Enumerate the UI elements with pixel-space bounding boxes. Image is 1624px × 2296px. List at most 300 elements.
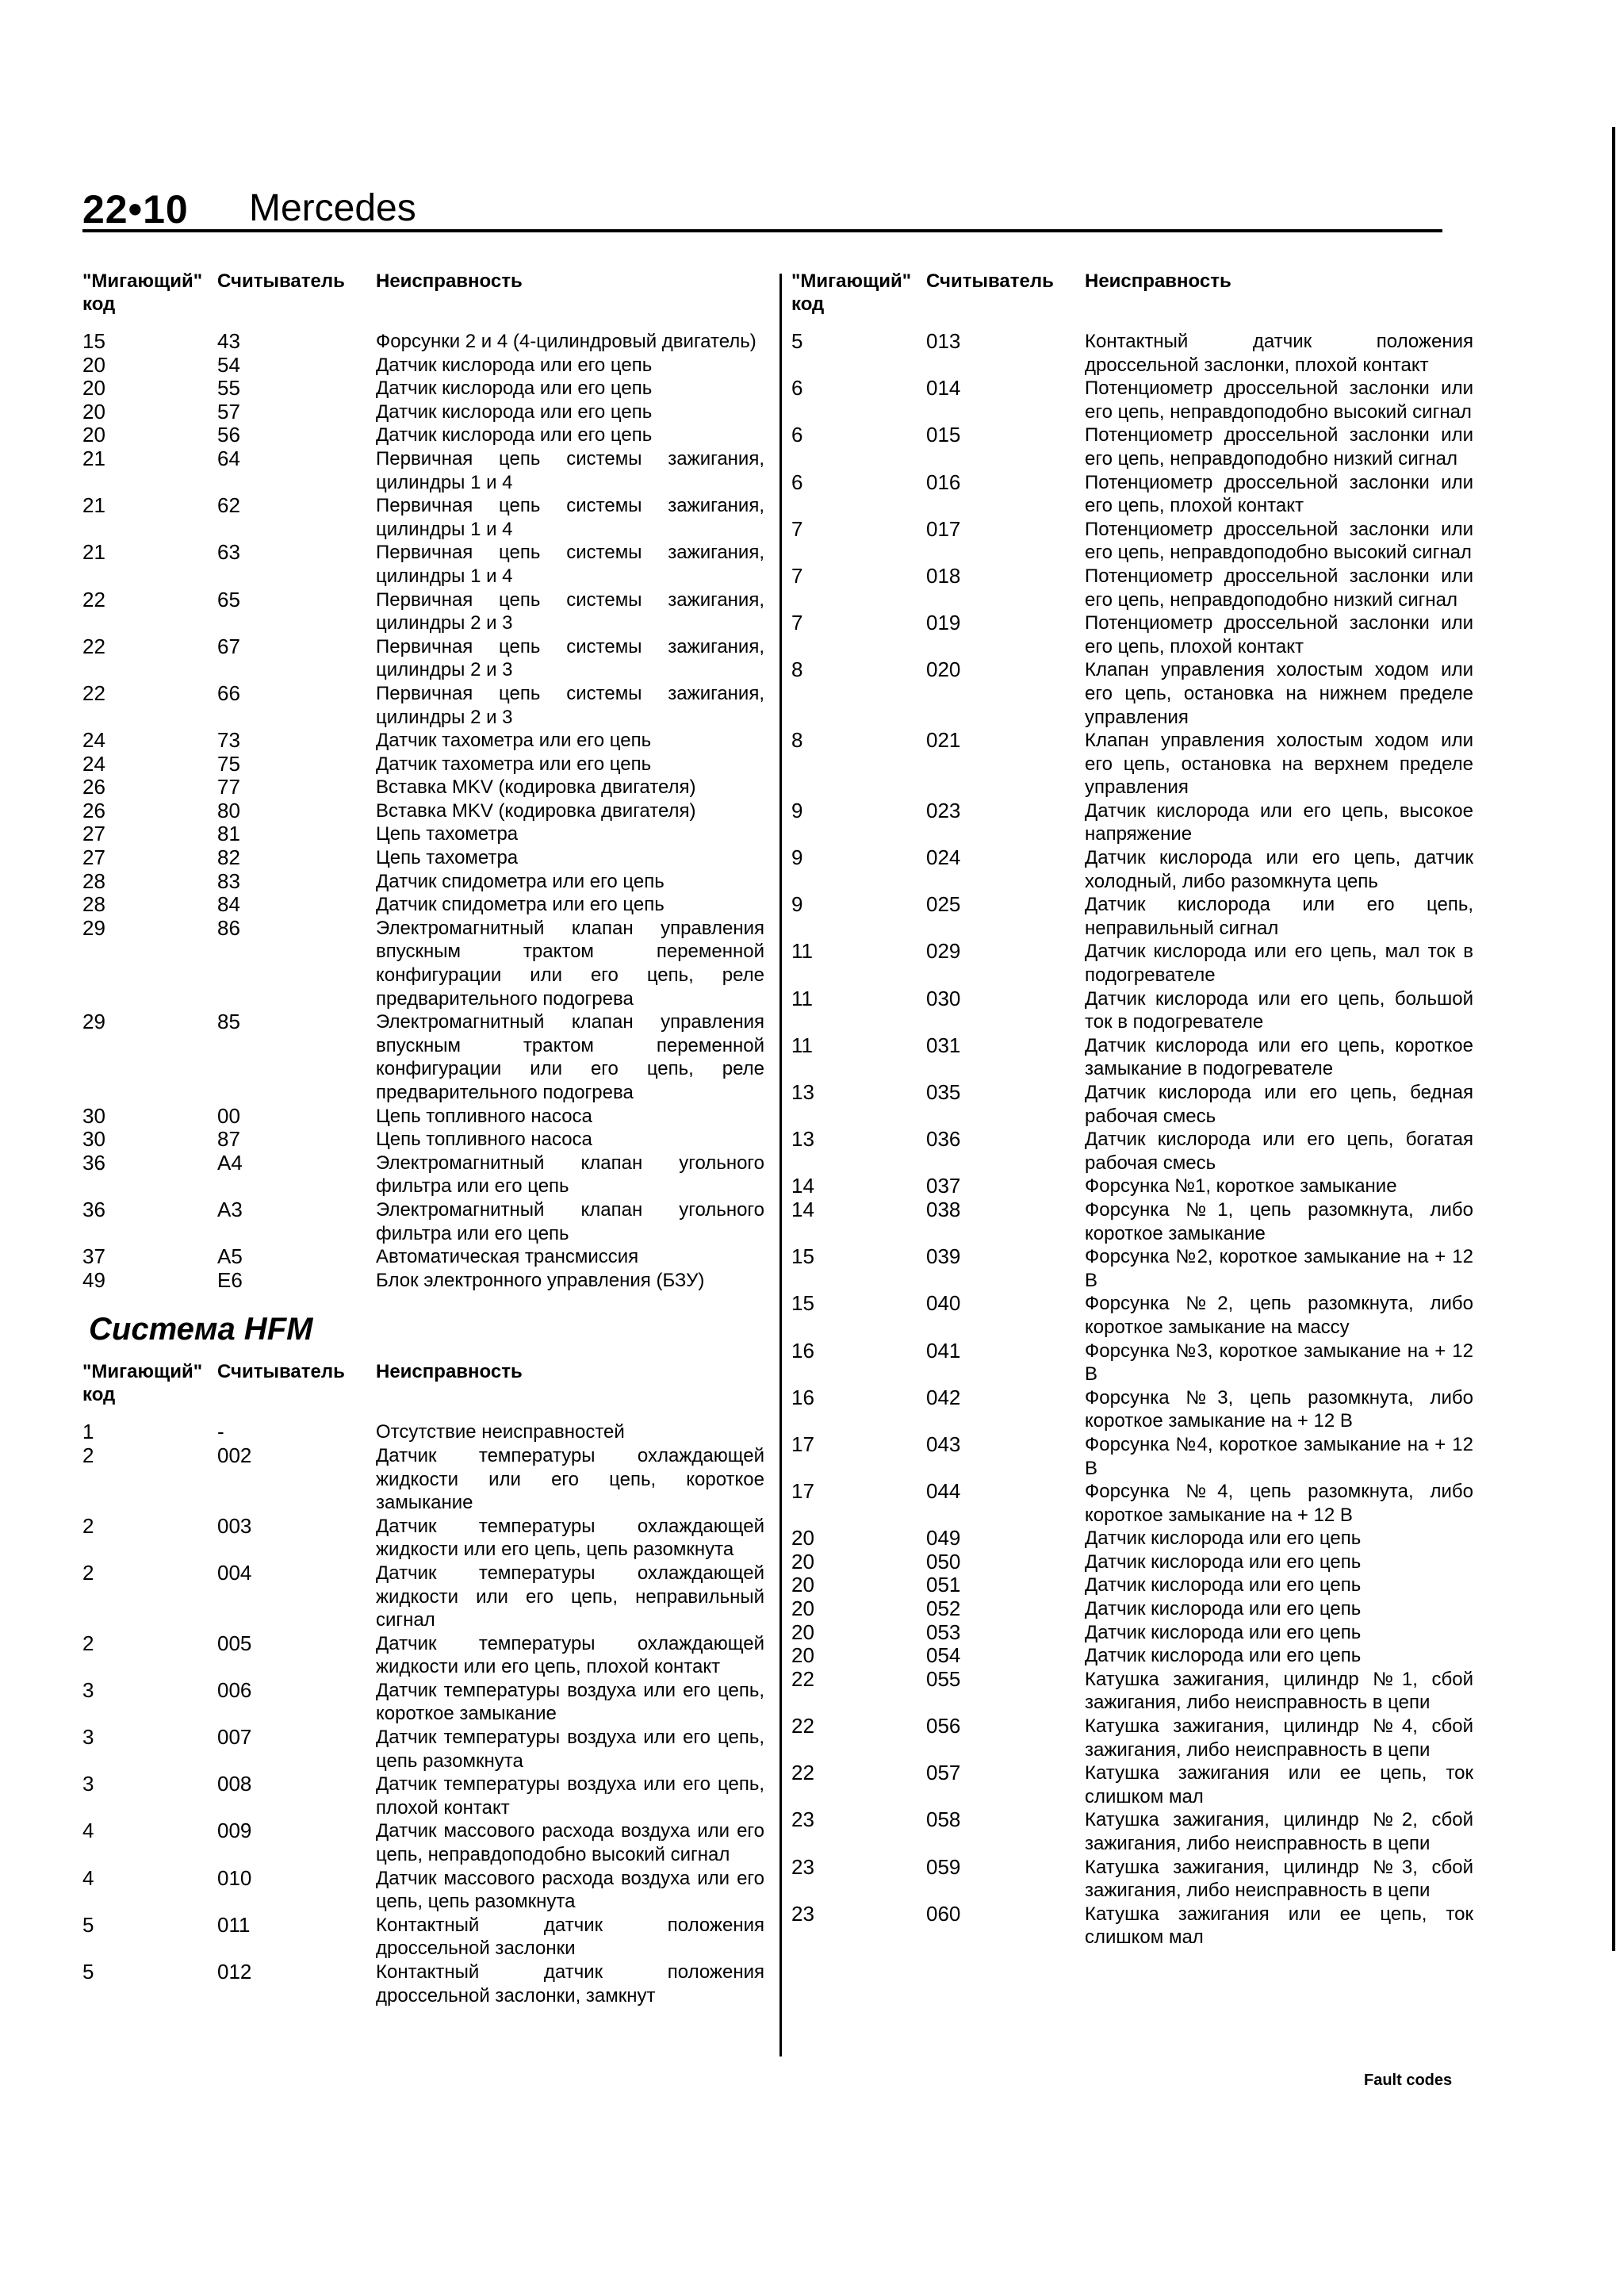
code-cell: 20 [82,423,105,447]
code-cell: 7 [791,516,803,541]
fault-cell: Датчик тахометра или его цепь [376,753,652,775]
code-cell: 15 [791,1244,814,1269]
table-row [791,1761,1473,1808]
code-cell: 20 [82,399,105,424]
fault-cell: Датчик кислорода или его цепь [1085,1574,1362,1596]
reader-cell: 059 [926,1854,961,1879]
fault-cell: Вставка MKV (кодировка двигателя) [376,776,696,799]
header-fault: Неисправность [1085,270,1231,292]
code-cell: 20 [791,1596,814,1621]
reader-cell: 008 [217,1772,252,1796]
code-cell: 6 [791,376,803,401]
reader-cell: 62 [217,493,240,518]
fault-cell: Первичная цепь системы зажигания, цилиндры 2 и 3 [376,682,764,728]
code-cell: 20 [791,1619,814,1644]
code-cell: 5 [791,329,803,353]
reader-cell: 017 [926,516,961,541]
section-title-hfm: Система HFM [89,1312,313,1347]
fault-cell: Клапан управления холостым ходом или его цепь, остановка на верхнем пределе управления [1085,730,1473,799]
code-cell: 1 [82,1420,94,1444]
code-cell: 30 [82,1127,105,1152]
table-header [82,270,764,316]
code-cell: 21 [82,493,105,518]
table-row [791,1034,1473,1081]
fault-cell: Блок электронного управления (БЗУ) [376,1269,705,1291]
column-divider [779,274,782,2056]
code-cell: 28 [82,892,105,917]
table-row [791,1386,1473,1433]
hfm-table-header [82,1360,764,1406]
reader-cell: 002 [217,1443,252,1467]
fault-cell: Датчик кислорода или его цепь, короткое замыкание в подогревателе [1085,1034,1473,1080]
page-header [82,178,1442,232]
reader-cell: 81 [217,822,240,846]
fault-cell: Потенциометр дроссельной заслонки или его цепь, неправдоподобно низкий сигнал [1085,424,1473,470]
hfm-table [82,1420,764,2007]
reader-cell: 80 [217,798,240,822]
code-cell: 22 [791,1666,814,1691]
reader-cell: 54 [217,352,240,377]
reader-cell: 021 [926,728,961,753]
reader-cell: 009 [217,1819,252,1843]
fault-cell: Катушка зажигания, цилиндр №1, сбой зажигания, либо неисправность в цепи [1085,1668,1473,1714]
table-row [791,1527,1473,1550]
fault-cell: Цепь топливного насоса [376,1129,592,1151]
reader-cell: 005 [217,1631,252,1655]
header-code: "Мигающий" код [791,270,912,315]
code-cell: 22 [82,634,105,658]
code-cell: 13 [791,1127,814,1152]
table-row [791,1433,1473,1480]
code-cell: 23 [791,1854,814,1879]
reader-cell: 003 [217,1513,252,1538]
reader-cell: 051 [926,1573,961,1597]
code-cell: 14 [791,1174,814,1198]
table-row [791,1573,1473,1597]
table-row [791,893,1473,940]
code-cell: 9 [791,845,803,870]
fault-cell: Первичная цепь системы зажигания, цилиндры 2 и 3 [376,588,764,634]
table-row [82,729,764,753]
table-row [791,729,1473,799]
reader-cell: 056 [926,1714,961,1738]
fault-cell: Форсунка №1, цепь разомкнута, либо короткое замыкание [1085,1198,1473,1244]
code-cell: 29 [82,915,105,940]
table-row [791,1245,1473,1292]
table-row [82,776,764,799]
code-cell: 15 [82,329,105,353]
reader-cell: 57 [217,399,240,424]
table-row [791,987,1473,1034]
table-row [82,377,764,401]
code-cell: 20 [82,376,105,401]
reader-cell: 050 [926,1549,961,1573]
fault-cell: Контактный датчик положения дроссельной заслонки, замкнут [376,1961,764,2007]
fault-cell: Форсунка №4, цепь разомкнута, либо короткое замыкание на + 12 В [1085,1481,1473,1526]
table-row [791,1292,1473,1339]
fault-cell: Датчик температуры охлаждающей жидкости или его цепь, короткое замыкание [376,1444,764,1514]
code-cell: 5 [82,1912,94,1937]
left-column [82,270,764,2007]
table-row [82,1961,764,2007]
code-cell: 2 [82,1443,94,1467]
fault-cell: Датчик температуры воздуха или его цепь, цепь разомкнута [376,1727,764,1772]
table-row [791,330,1473,377]
code-cell: 2 [82,1560,94,1585]
reader-cell: 55 [217,376,240,401]
reader-cell: 060 [926,1901,961,1926]
table-row [791,1644,1473,1668]
reader-cell: A5 [217,1244,243,1269]
fault-cell: Датчик кислорода или его цепь, мал ток в подогревателе [1085,941,1473,987]
fault-cell: Датчик температуры охлаждающей жидкости или его цепь, плохой контакт [376,1632,764,1678]
fault-cell: Цепь тахометра [376,823,519,845]
reader-cell: 036 [926,1127,961,1152]
left-table [82,330,764,1292]
header-code: "Мигающий" код [82,270,203,315]
fault-cell: Контактный датчик положения дроссельной заслонки, плохой контакт [1085,331,1473,376]
header-code: "Мигающий" код [82,1361,203,1406]
fault-cell: Датчик спидометра или его цепь [376,894,665,916]
fault-cell: Цепь топливного насоса [376,1105,592,1127]
code-cell: 23 [791,1901,814,1926]
code-cell: 17 [791,1479,814,1504]
fault-cell: Датчик кислорода или его цепь [1085,1527,1362,1550]
reader-cell: 049 [926,1526,961,1550]
table-row [82,1819,764,1866]
table-row [82,870,764,894]
table-row [82,1010,764,1104]
table-row [82,494,764,541]
table-row [791,1668,1473,1715]
fault-cell: Датчик кислорода или его цепь [376,401,653,423]
header-fault: Неисправность [376,1361,523,1383]
fault-cell: Датчик кислорода или его цепь, большой ток в подогревателе [1085,987,1473,1033]
reader-cell: 055 [926,1666,961,1691]
fault-cell: Форсунка №2, цепь разомкнута, либо короткое замыкание на массу [1085,1293,1473,1338]
fault-cell: Катушка зажигания, цилиндр №2, сбой зажигания, либо неисправность в цепи [1085,1809,1473,1854]
reader-cell: 052 [926,1596,961,1621]
table-row [791,424,1473,470]
reader-cell: 041 [926,1338,961,1363]
reader-cell: 038 [926,1197,961,1221]
reader-cell: 82 [217,845,240,870]
code-cell: 21 [82,540,105,565]
fault-cell: Отсутствие неисправностей [376,1421,625,1443]
reader-cell: 75 [217,751,240,776]
fault-cell: Датчик кислорода или его цепь [376,378,653,400]
fault-cell: Катушка зажигания, цилиндр №4, сбой зажигания, либо неисправность в цепи [1085,1715,1473,1761]
code-cell: 4 [82,1819,94,1843]
table-row [791,846,1473,893]
reader-cell: 012 [217,1960,252,1984]
reader-cell: 73 [217,728,240,753]
code-cell: 24 [82,728,105,753]
reader-cell: 037 [926,1174,961,1198]
fault-cell: Первичная цепь системы зажигания, цилиндры 1 и 4 [376,447,764,493]
fault-cell: Датчик кислорода или его цепь, высокое напряжение [1085,799,1473,845]
header-fault: Неисправность [376,270,523,292]
table-row [82,1867,764,1914]
reader-cell: 65 [217,587,240,611]
table-row [791,1550,1473,1574]
fault-cell: Форсунка №4, короткое замыкание на + 12 В [1085,1433,1473,1479]
code-cell: 8 [791,657,803,682]
fault-cell: Электромагнитный клапан управления впускным трактом переменной конфигурации или его цепь, реле предварительного подогрева [376,917,764,1010]
table-row [82,1269,764,1293]
fault-cell: Форсунка №3, короткое замыкание на + 12 В [1085,1340,1473,1386]
table-row [82,753,764,776]
table-row [82,822,764,846]
reader-cell: 043 [926,1432,961,1456]
reader-cell: 63 [217,540,240,565]
table-row [82,401,764,424]
table-row [82,635,764,682]
code-cell: 2 [82,1631,94,1655]
reader-cell: 042 [926,1385,961,1409]
fault-cell: Датчик массового расхода воздуха или его цепь, неправдоподобно высокий сигнал [376,1820,764,1866]
reader-cell: 84 [217,892,240,917]
fault-cell: Катушка зажигания или ее цепь, ток слишком мал [1085,1762,1473,1807]
table-row [82,799,764,823]
table-row [791,1621,1473,1645]
reader-cell: 015 [926,423,961,447]
code-cell: 37 [82,1244,105,1269]
fault-cell: Форсунка №1, короткое замыкание [1085,1175,1397,1198]
reader-cell: 020 [926,657,961,682]
fault-cell: Датчик температуры охлаждающей жидкости или его цепь, цепь разомкнута [376,1515,764,1561]
code-cell: 20 [791,1549,814,1573]
reader-cell: 035 [926,1080,961,1104]
table-row [82,1198,764,1245]
table-row [791,611,1473,658]
table-row [82,447,764,494]
reader-cell: 058 [926,1807,961,1832]
fault-cell: Клапан управления холостым ходом или его цепь, остановка на нижнем пределе управления [1085,659,1473,728]
table-row [791,1715,1473,1761]
fault-cell: Контактный датчик положения дроссельной заслонки [376,1914,764,1960]
table-row [82,1515,764,1562]
reader-cell: 007 [217,1725,252,1750]
table-row [82,682,764,729]
table-row [791,518,1473,565]
table-row [82,1679,764,1726]
reader-cell: 77 [217,775,240,799]
table-row [82,1562,764,1632]
code-cell: 22 [791,1761,814,1785]
reader-cell: 014 [926,376,961,401]
reader-cell: 87 [217,1127,240,1152]
fault-cell: Датчик кислорода или его цепь, богатая рабочая смесь [1085,1129,1473,1174]
fault-cell: Электромагнитный клапан угольного фильтра или его цепь [376,1152,764,1198]
right-table [791,330,1473,1949]
fault-cell: Форсунка №3, цепь разомкнута, либо короткое замыкание на + 12 В [1085,1386,1473,1432]
fault-cell: Автоматическая трансмиссия [376,1246,639,1268]
table-row [791,471,1473,518]
code-cell: 9 [791,892,803,917]
table-header [791,270,1473,316]
fault-cell: Электромагнитный клапан угольного фильтра или его цепь [376,1198,764,1244]
code-cell: 49 [82,1267,105,1292]
fault-cell: Датчик тахометра или его цепь [376,730,652,752]
table-row [791,565,1473,611]
fault-cell: Датчик массового расхода воздуха или его цепь, цепь разомкнута [376,1867,764,1913]
table-row [82,893,764,917]
reader-cell: A4 [217,1150,243,1175]
reader-cell: 040 [926,1291,961,1316]
code-cell: 16 [791,1385,814,1409]
fault-cell: Датчик кислорода или его цепь, бедная рабочая смесь [1085,1082,1473,1127]
table-row [82,1726,764,1773]
reader-cell: E6 [217,1267,243,1292]
code-cell: 20 [791,1643,814,1668]
code-cell: 23 [791,1807,814,1832]
fault-cell: Потенциометр дроссельной заслонки или его цепь, неправдоподобно высокий сигнал [1085,518,1473,564]
table-row [82,541,764,588]
table-row [791,1597,1473,1621]
fault-cell: Датчик температуры воздуха или его цепь, плохой контакт [376,1773,764,1819]
table-row [82,1105,764,1129]
code-cell: 3 [82,1772,94,1796]
table-row [791,1175,1473,1198]
reader-cell: - [217,1420,224,1444]
code-cell: 3 [82,1677,94,1702]
code-cell: 11 [791,1033,813,1057]
fault-cell: Цепь тахометра [376,847,519,869]
code-cell: 7 [791,563,803,588]
code-cell: 6 [791,470,803,494]
table-row [82,1245,764,1269]
code-cell: 21 [82,446,105,470]
reader-cell: 013 [926,329,961,353]
code-cell: 36 [82,1150,105,1175]
code-cell: 24 [82,751,105,776]
page-number: 22•10 [82,187,189,232]
reader-cell: 85 [217,1010,240,1034]
fault-cell: Датчик кислорода или его цепь [1085,1645,1362,1667]
reader-cell: 83 [217,868,240,893]
table-row [791,1856,1473,1903]
table-row [82,1420,764,1444]
fault-cell: Потенциометр дроссельной заслонки или его цепь, неправдоподобно высокий сигнал [1085,378,1473,423]
code-cell: 29 [82,1010,105,1034]
code-cell: 2 [82,1513,94,1538]
table-row [791,377,1473,424]
fault-cell: Датчик кислорода или его цепь [1085,1621,1362,1643]
code-cell: 27 [82,845,105,870]
table-row [791,1480,1473,1527]
reader-cell: 006 [217,1677,252,1702]
code-cell: 14 [791,1197,814,1221]
table-row [82,1914,764,1961]
table-row [82,424,764,447]
reader-cell: 057 [926,1761,961,1785]
reader-cell: 011 [217,1912,251,1937]
code-cell: 8 [791,728,803,753]
reader-cell: 56 [217,423,240,447]
code-cell: 22 [82,680,105,705]
fault-cell: Первичная цепь системы зажигания, цилиндры 1 и 4 [376,542,764,587]
code-cell: 22 [791,1714,814,1738]
fault-cell: Потенциометр дроссельной заслонки или его цепь, плохой контакт [1085,471,1473,517]
code-cell: 26 [82,798,105,822]
code-cell: 16 [791,1338,814,1363]
fault-cell: Вставка MKV (кодировка двигателя) [376,799,696,822]
table-row [82,588,764,635]
reader-cell: 023 [926,798,961,822]
table-row [791,940,1473,987]
fault-cell: Электромагнитный клапан управления впускным трактом переменной конфигурации или его цепь, реле предварительного подогрева [376,1011,764,1103]
fault-cell: Форсунки 2 и 4 (4-цилиндровый двигатель) [376,331,756,352]
reader-cell: 016 [926,470,961,494]
code-cell: 22 [82,587,105,611]
reader-cell: 039 [926,1244,961,1269]
reader-cell: 044 [926,1479,961,1504]
reader-cell: 054 [926,1643,961,1668]
fault-cell: Датчик спидометра или его цепь [376,870,665,892]
reader-cell: 010 [217,1865,252,1890]
fault-cell: Потенциометр дроссельной заслонки или его цепь, неправдоподобно низкий сигнал [1085,565,1473,611]
code-cell: 28 [82,868,105,893]
table-row [791,1903,1473,1949]
header-reader: Считыватель [217,270,345,292]
code-cell: 11 [791,939,813,964]
code-cell: 6 [791,423,803,447]
table-row [82,1632,764,1679]
reader-cell: 029 [926,939,961,964]
reader-cell: A3 [217,1197,243,1221]
code-cell: 36 [82,1197,105,1221]
code-cell: 5 [82,1960,94,1984]
fault-cell: Датчик температуры охлаждающей жидкости или его цепь, неправильный сигнал [376,1562,764,1631]
code-cell: 4 [82,1865,94,1890]
margin-rule [1612,127,1615,1951]
reader-cell: 053 [926,1619,961,1644]
code-cell: 15 [791,1291,814,1316]
code-cell: 7 [791,611,803,635]
code-cell: 20 [791,1573,814,1597]
code-cell: 20 [791,1526,814,1550]
header-reader: Считыватель [926,270,1054,292]
reader-cell: 019 [926,611,961,635]
table-row [791,1198,1473,1245]
reader-cell: 004 [217,1560,252,1585]
fault-cell: Датчик кислорода или его цепь, неправильный сигнал [1085,894,1473,939]
table-row [82,917,764,1010]
table-row [82,1444,764,1515]
table-row [791,1808,1473,1855]
code-cell: 9 [791,798,803,822]
reader-cell: 030 [926,986,961,1010]
table-row [82,1128,764,1152]
table-row [82,1773,764,1819]
reader-cell: 031 [926,1033,961,1057]
code-cell: 11 [791,986,813,1010]
table-row [791,1081,1473,1128]
reader-cell: 024 [926,845,961,870]
reader-cell: 43 [217,329,240,353]
code-cell: 27 [82,822,105,846]
table-row [791,1128,1473,1175]
right-column [791,270,1473,1949]
code-cell: 30 [82,1103,105,1128]
code-cell: 20 [82,352,105,377]
fault-cell: Первичная цепь системы зажигания, цилиндры 1 и 4 [376,495,764,540]
reader-cell: 025 [926,892,961,917]
code-cell: 17 [791,1432,814,1456]
table-row [82,330,764,354]
fault-cell: Датчик кислорода или его цепь [1085,1550,1362,1573]
